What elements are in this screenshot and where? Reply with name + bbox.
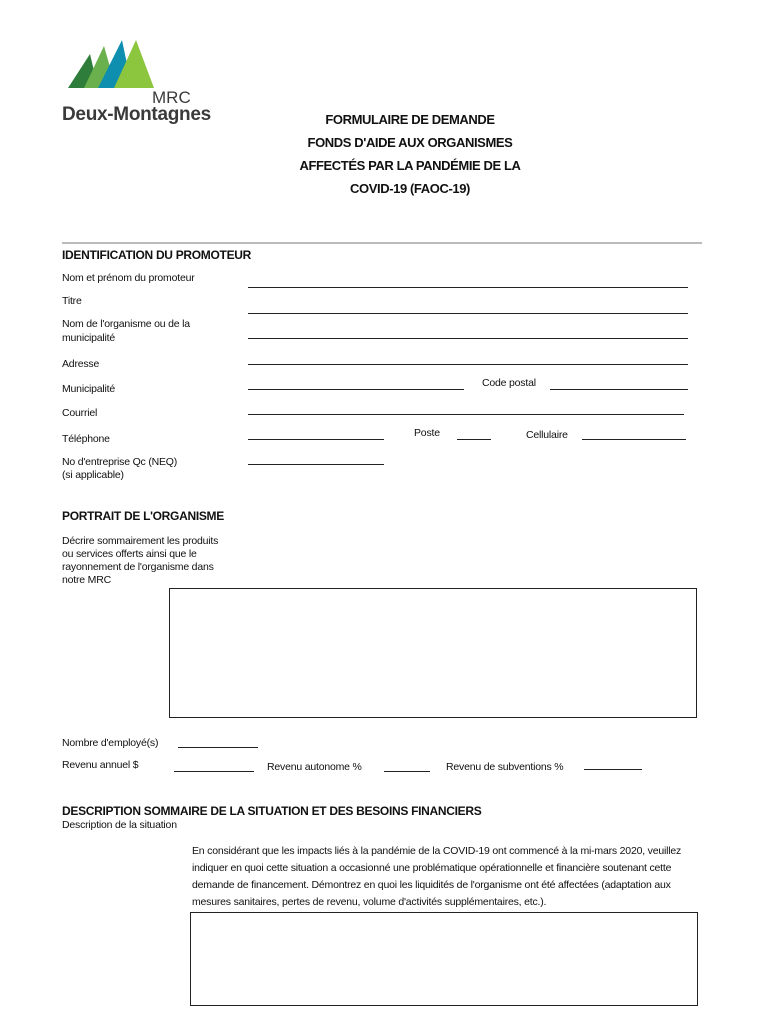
adresse-field[interactable] bbox=[248, 364, 688, 365]
titre-field[interactable] bbox=[248, 313, 688, 314]
nom-prenom-field[interactable] bbox=[248, 287, 688, 288]
poste-field[interactable] bbox=[457, 439, 491, 440]
form-title-line-4: COVID-19 (FAOC-19) bbox=[350, 181, 470, 196]
revenu-subventions-label: Revenu de subventions % bbox=[446, 761, 564, 773]
courriel-label: Courriel bbox=[62, 407, 98, 419]
revenu-autonome-field[interactable] bbox=[384, 771, 430, 772]
neq-field[interactable] bbox=[248, 464, 384, 465]
code-postal-field[interactable] bbox=[550, 389, 688, 390]
municipalite-label: Municipalité bbox=[62, 383, 116, 395]
adresse-label: Adresse bbox=[62, 358, 100, 370]
situation-description-textarea[interactable] bbox=[190, 912, 698, 1006]
poste-label: Poste bbox=[414, 427, 440, 439]
code-postal-label: Code postal bbox=[482, 377, 536, 389]
form-title-line-2: FONDS D'AIDE AUX ORGANISMES bbox=[307, 135, 513, 150]
neq-label-2: (si applicable) bbox=[62, 469, 124, 481]
portrait-desc-line-2: ou services offerts ainsi que le bbox=[62, 548, 197, 560]
nom-organisme-field[interactable] bbox=[248, 338, 688, 339]
courriel-field[interactable] bbox=[248, 414, 684, 415]
nombre-employes-field[interactable] bbox=[178, 747, 258, 748]
logo-mrc-text: MRC bbox=[152, 88, 191, 107]
revenu-annuel-label: Revenu annuel $ bbox=[62, 759, 139, 771]
description-instructions: En considérant que les impacts liés à la pandémie de la COVID-19 ont commencé à la mi-mars 2020, veuillez indiquer en quoi cette situation a occasionné une problématique opérationnelle et financière soutenant cette demande de financement. Démontrez en quoi les liquidités de l'organisme ont été affectées (adaptation aux mesures sanitaires, pertes de revenu, volume d'activités supplémentaires, etc.). bbox=[192, 845, 682, 908]
portrait-desc-line-4: notre MRC bbox=[62, 574, 111, 586]
portrait-desc-line-3: rayonnement de l'organisme dans bbox=[62, 561, 214, 573]
telephone-label: Téléphone bbox=[62, 433, 110, 445]
telephone-field[interactable] bbox=[248, 439, 384, 440]
municipalite-field[interactable] bbox=[248, 389, 464, 390]
logo-name-text: Deux-Montagnes bbox=[62, 104, 211, 125]
section-divider bbox=[62, 242, 702, 244]
neq-label-1: No d'entreprise Qc (NEQ) bbox=[62, 456, 178, 468]
revenu-annuel-field[interactable] bbox=[174, 771, 254, 772]
portrait-description-textarea[interactable] bbox=[169, 588, 697, 718]
form-title-line-1: FORMULAIRE DE DEMANDE bbox=[325, 112, 495, 127]
portrait-desc-line-1: Décrire sommairement les produits bbox=[62, 535, 219, 547]
section-portrait-heading: PORTRAIT DE L'ORGANISME bbox=[62, 509, 224, 523]
nom-organisme-label-2: municipalité bbox=[62, 332, 116, 344]
revenu-autonome-label: Revenu autonome % bbox=[267, 761, 362, 773]
revenu-subventions-field[interactable] bbox=[584, 769, 642, 770]
description-subheading: Description de la situation bbox=[62, 819, 177, 831]
nom-prenom-label: Nom et prénom du promoteur bbox=[62, 272, 195, 284]
nom-organisme-label-1: Nom de l'organisme ou de la bbox=[62, 318, 190, 330]
cellulaire-label: Cellulaire bbox=[526, 429, 568, 441]
nombre-employes-label: Nombre d'employé(s) bbox=[62, 737, 159, 749]
form-title-line-3: AFFECTÉS PAR LA PANDÉMIE DE LA bbox=[299, 158, 521, 173]
section-identification-heading: IDENTIFICATION DU PROMOTEUR bbox=[62, 248, 252, 262]
section-description-heading: DESCRIPTION SOMMAIRE DE LA SITUATION ET DES BESOINS FINANCIERS bbox=[62, 804, 482, 818]
cellulaire-field[interactable] bbox=[582, 439, 686, 440]
titre-label: Titre bbox=[62, 295, 82, 307]
